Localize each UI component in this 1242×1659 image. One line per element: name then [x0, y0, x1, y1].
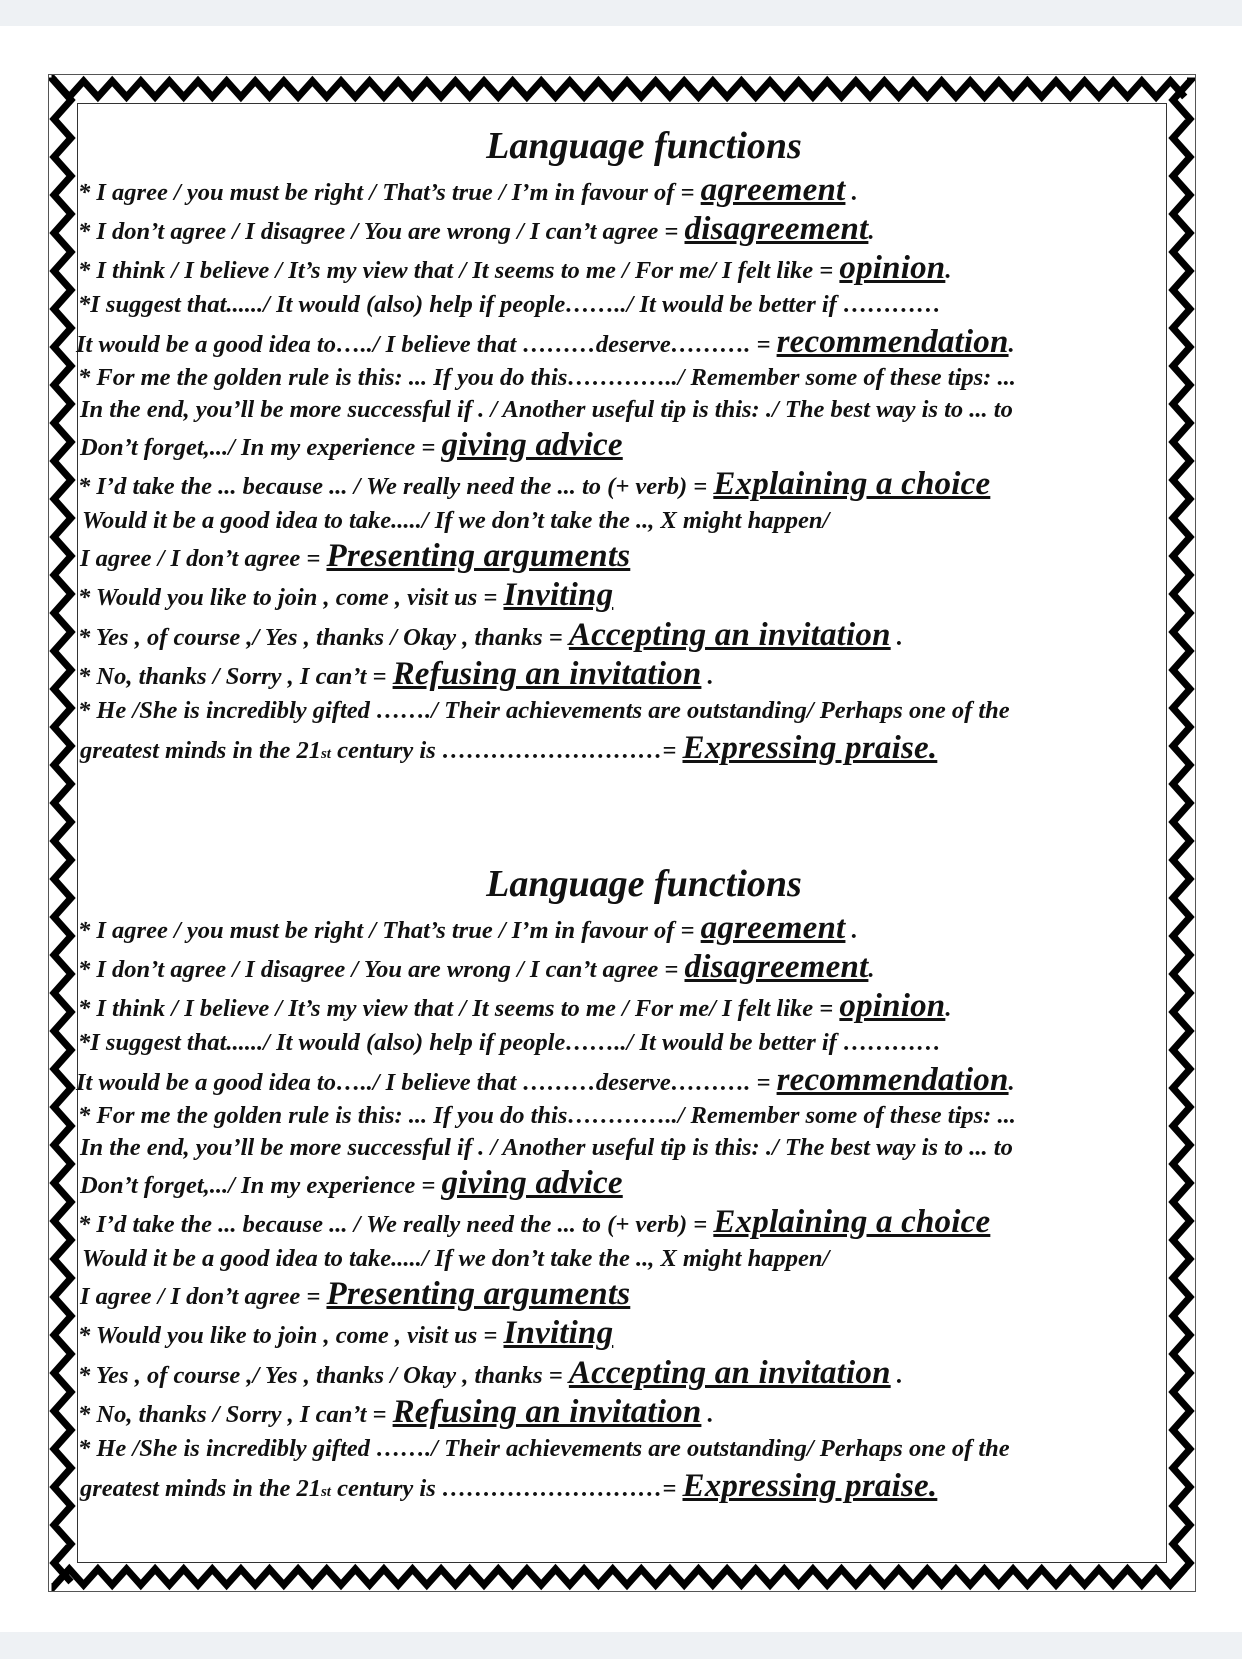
function-line [76, 1100, 1172, 1132]
line-text: * I agree / you must be right / That’s true / I’m in favour of = [78, 179, 701, 206]
function-label: Expressing praise. [682, 1468, 938, 1504]
line-punctuation: . [1008, 1069, 1015, 1096]
line-text: * I agree / you must be right / That’s true / I’m in favour of = [78, 917, 701, 944]
line-text: * Yes , of course ,/ Yes , thanks / Okay , thanks = [78, 624, 569, 651]
function-line [76, 170, 1172, 210]
line-text: * Would you like to join , come , visit us = [78, 584, 504, 611]
language-functions-section-1 [76, 122, 1172, 767]
function-line [76, 394, 1172, 426]
function-line [76, 729, 1172, 767]
function-line [76, 1164, 1172, 1202]
line-text: * I think / I believe / It’s my view that / It seems to me / For me/ I felt like = [78, 995, 840, 1022]
line-text: * Yes , of course ,/ Yes , thanks / Okay , thanks = [78, 1362, 569, 1389]
line-text: greatest minds in the 21 [80, 1475, 321, 1502]
function-label: disagreement [684, 949, 869, 985]
line-text: * Would you like to join , come , visit us = [78, 1322, 504, 1349]
line-punctuation: . [1008, 331, 1015, 358]
content-area [76, 122, 1172, 1505]
function-line [76, 322, 1172, 362]
function-label: giving advice [441, 1165, 623, 1201]
line-text: In the end, you’ll be more successful if . / Another useful tip is this: ./ The best way is to ... to [80, 396, 1013, 423]
function-label: agreement [700, 172, 846, 208]
line-text: I agree / I don’t agree = [80, 1283, 327, 1310]
function-line [76, 464, 1172, 504]
line-text: * I don’t agree / I disagree / You are wrong / I can’t agree = [78, 956, 685, 983]
line-punctuation: . [701, 663, 714, 690]
line-punctuation: . [890, 1362, 903, 1389]
line-text: century is ………………………= [330, 737, 683, 764]
language-functions-section-2 [76, 860, 1172, 1505]
function-line [76, 362, 1172, 394]
function-label: Explaining a choice [713, 466, 991, 502]
function-line [76, 1353, 1172, 1393]
line-text: * For me the golden rule is this: ... If you do this…………../ Remember some of these tips: ... [78, 1102, 1016, 1129]
line-punctuation: . [868, 218, 875, 245]
function-label: opinion [839, 250, 946, 286]
line-text: It would be a good idea to…../ I believe that ………deserve………. = [76, 331, 777, 358]
function-label: Explaining a choice [713, 1204, 991, 1240]
function-line [76, 1275, 1172, 1313]
function-line [76, 1393, 1172, 1431]
line-punctuation: . [868, 956, 875, 983]
function-label: disagreement [684, 211, 869, 247]
line-punctuation: . [845, 917, 858, 944]
function-line [76, 655, 1172, 693]
function-label: agreement [700, 910, 846, 946]
function-line [76, 908, 1172, 948]
ordinal-suffix: st [320, 1484, 331, 1500]
line-punctuation: . [945, 995, 952, 1022]
line-punctuation: . [701, 1401, 714, 1428]
function-label: opinion [839, 988, 946, 1024]
function-label: Accepting an invitation [568, 1355, 891, 1391]
function-line [76, 693, 1172, 729]
function-label: Refusing an invitation [392, 1394, 702, 1430]
line-text: In the end, you’ll be more successful if . / Another useful tip is this: ./ The best way is to ... to [80, 1134, 1013, 1161]
line-text: century is ………………………= [330, 1475, 683, 1502]
function-label: Presenting arguments [326, 1276, 631, 1312]
function-line [76, 987, 1172, 1026]
function-line [76, 1026, 1172, 1060]
line-text: *I suggest that....../ It would (also) help if people……../ It would be better if ………… [78, 1029, 941, 1056]
function-line [76, 1202, 1172, 1242]
line-text: *I suggest that....../ It would (also) help if people……../ It would be better if ………… [78, 291, 941, 318]
line-punctuation: . [890, 624, 903, 651]
line-text: * For me the golden rule is this: ... If you do this…………../ Remember some of these tips: ... [78, 364, 1016, 391]
function-line [76, 426, 1172, 464]
function-label: recommendation [776, 1062, 1009, 1098]
line-text: * No, thanks / Sorry , I can’t = [78, 1401, 393, 1428]
line-text: * I’d take the ... because ... / We really need the ... to (+ verb) = [78, 473, 714, 500]
function-label: giving advice [441, 427, 623, 463]
line-text: Would it be a good idea to take...../ If we don’t take the .., X might happen/ [82, 1245, 830, 1272]
function-line [76, 537, 1172, 575]
function-line [76, 1242, 1172, 1275]
line-text: Don’t forget,.../ In my experience = [80, 1172, 442, 1199]
function-label: Inviting [503, 577, 614, 613]
line-text: * I think / I believe / It’s my view that / It seems to me / For me/ I felt like = [78, 257, 840, 284]
line-text: It would be a good idea to…../ I believe that ………deserve………. = [76, 1069, 777, 1096]
line-text: I agree / I don’t agree = [80, 545, 327, 572]
line-text: Don’t forget,.../ In my experience = [80, 434, 442, 461]
function-label: Expressing praise. [682, 730, 938, 766]
line-text: Would it be a good idea to take...../ If we don’t take the .., X might happen/ [82, 507, 830, 534]
function-line [76, 575, 1172, 615]
document-page [0, 26, 1242, 1632]
function-line [76, 288, 1172, 322]
line-punctuation: . [945, 257, 952, 284]
function-line [76, 504, 1172, 537]
section-title: Language functions [486, 125, 802, 167]
function-label: recommendation [776, 324, 1009, 360]
ordinal-suffix: st [320, 746, 331, 762]
line-text: * No, thanks / Sorry , I can’t = [78, 663, 393, 690]
function-line [76, 210, 1172, 249]
section-title: Language functions [486, 863, 802, 905]
function-line [76, 1467, 1172, 1505]
function-line [76, 1431, 1172, 1467]
function-line [76, 615, 1172, 655]
function-label: Presenting arguments [326, 538, 631, 574]
function-line [76, 1132, 1172, 1164]
line-text: greatest minds in the 21 [80, 737, 321, 764]
line-text: * I don’t agree / I disagree / You are wrong / I can’t agree = [78, 218, 685, 245]
function-label: Refusing an invitation [392, 656, 702, 692]
line-punctuation: . [845, 179, 858, 206]
line-text: * I’d take the ... because ... / We really need the ... to (+ verb) = [78, 1211, 714, 1238]
function-label: Inviting [503, 1315, 614, 1351]
function-line [76, 1060, 1172, 1100]
function-line [76, 1313, 1172, 1353]
function-line [76, 948, 1172, 987]
function-label: Accepting an invitation [568, 617, 891, 653]
line-text: * He /She is incredibly gifted ……./ Their achievements are outstanding/ Perhaps one of the [78, 1435, 1010, 1462]
line-text: * He /She is incredibly gifted ……./ Their achievements are outstanding/ Perhaps one of the [78, 697, 1010, 724]
function-line [76, 249, 1172, 288]
